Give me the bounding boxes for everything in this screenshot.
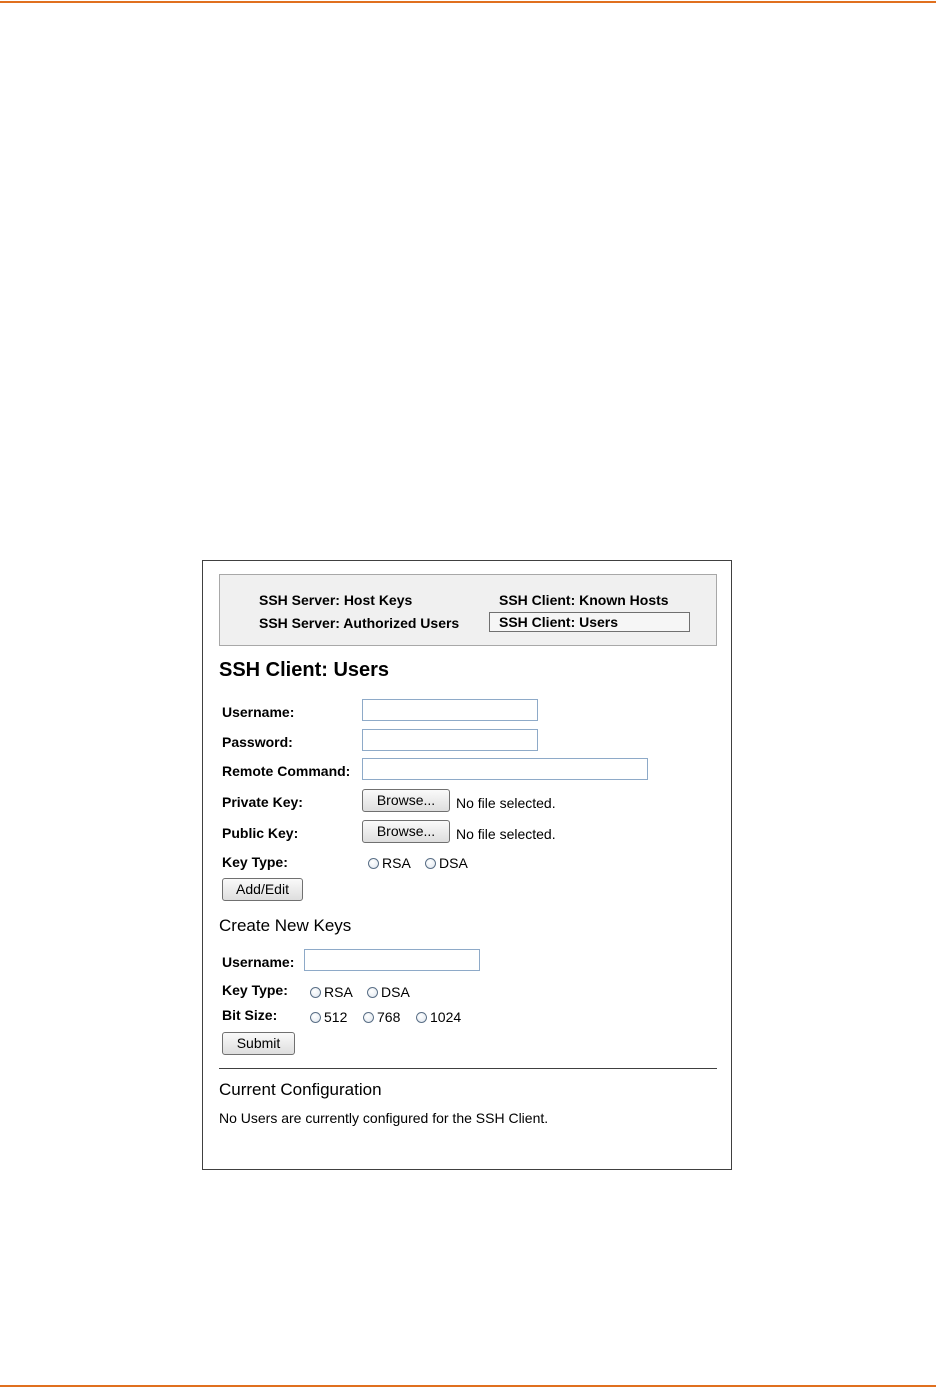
radio-circle-icon — [310, 987, 321, 998]
key-type-dsa-radio[interactable]: DSA — [425, 855, 468, 871]
new-key-type-dsa-radio[interactable]: DSA — [367, 984, 410, 1000]
footer-rule — [0, 1385, 936, 1387]
tab-ssh-client-users[interactable]: SSH Client: Users — [489, 612, 690, 632]
private-key-browse-button[interactable]: Browse... — [362, 789, 450, 812]
ssh-client-users-screenshot — [202, 560, 732, 1170]
bit-size-512-radio[interactable]: 512 — [310, 1009, 347, 1025]
radio-circle-icon — [367, 987, 378, 998]
password-input[interactable] — [362, 729, 538, 751]
remote-command-input[interactable] — [362, 758, 648, 780]
current-configuration-heading: Current Configuration — [219, 1080, 382, 1099]
current-configuration-message: No Users are currently configured for the SSH Client. — [219, 1110, 549, 1126]
radio-circle-icon — [310, 1012, 321, 1023]
public-key-browse-button[interactable]: Browse... — [362, 820, 450, 843]
create-new-keys-heading: Create New Keys — [219, 916, 352, 935]
key-type-rsa-radio[interactable]: RSA — [368, 855, 411, 871]
tab-ssh-client-known-hosts[interactable]: SSH Client: Known Hosts — [499, 592, 669, 608]
key-type-label: Key Type: — [222, 854, 288, 870]
bit-size-1024-radio[interactable]: 1024 — [416, 1009, 461, 1025]
bit-size-label: Bit Size: — [222, 1007, 278, 1023]
page-title: SSH Client: Users — [219, 659, 390, 681]
radio-circle-icon — [363, 1012, 374, 1023]
submit-button[interactable]: Submit — [222, 1032, 295, 1055]
tab-ssh-server-authorized-users[interactable]: SSH Server: Authorized Users — [259, 615, 460, 631]
public-key-file-status: No file selected. — [456, 826, 556, 842]
radio-circle-icon — [425, 858, 436, 869]
private-key-label: Private Key: — [222, 794, 303, 810]
password-label: Password: — [222, 734, 293, 750]
add-edit-button[interactable]: Add/Edit — [222, 878, 303, 901]
private-key-file-status: No file selected. — [456, 795, 556, 811]
radio-circle-icon — [416, 1012, 427, 1023]
header-rule — [0, 1, 936, 3]
tab-ssh-server-host-keys[interactable]: SSH Server: Host Keys — [259, 592, 413, 608]
section-divider — [219, 1068, 717, 1069]
new-key-type-rsa-radio[interactable]: RSA — [310, 984, 353, 1000]
username-label: Username: — [222, 704, 295, 720]
tab-bar — [219, 574, 717, 646]
new-key-username-input[interactable] — [304, 949, 480, 971]
radio-circle-icon — [368, 858, 379, 869]
new-key-username-label: Username: — [222, 954, 295, 970]
username-input[interactable] — [362, 699, 538, 721]
public-key-label: Public Key: — [222, 825, 299, 841]
bit-size-768-radio[interactable]: 768 — [363, 1009, 400, 1025]
new-key-type-label: Key Type: — [222, 982, 288, 998]
remote-command-label: Remote Command: — [222, 763, 351, 779]
